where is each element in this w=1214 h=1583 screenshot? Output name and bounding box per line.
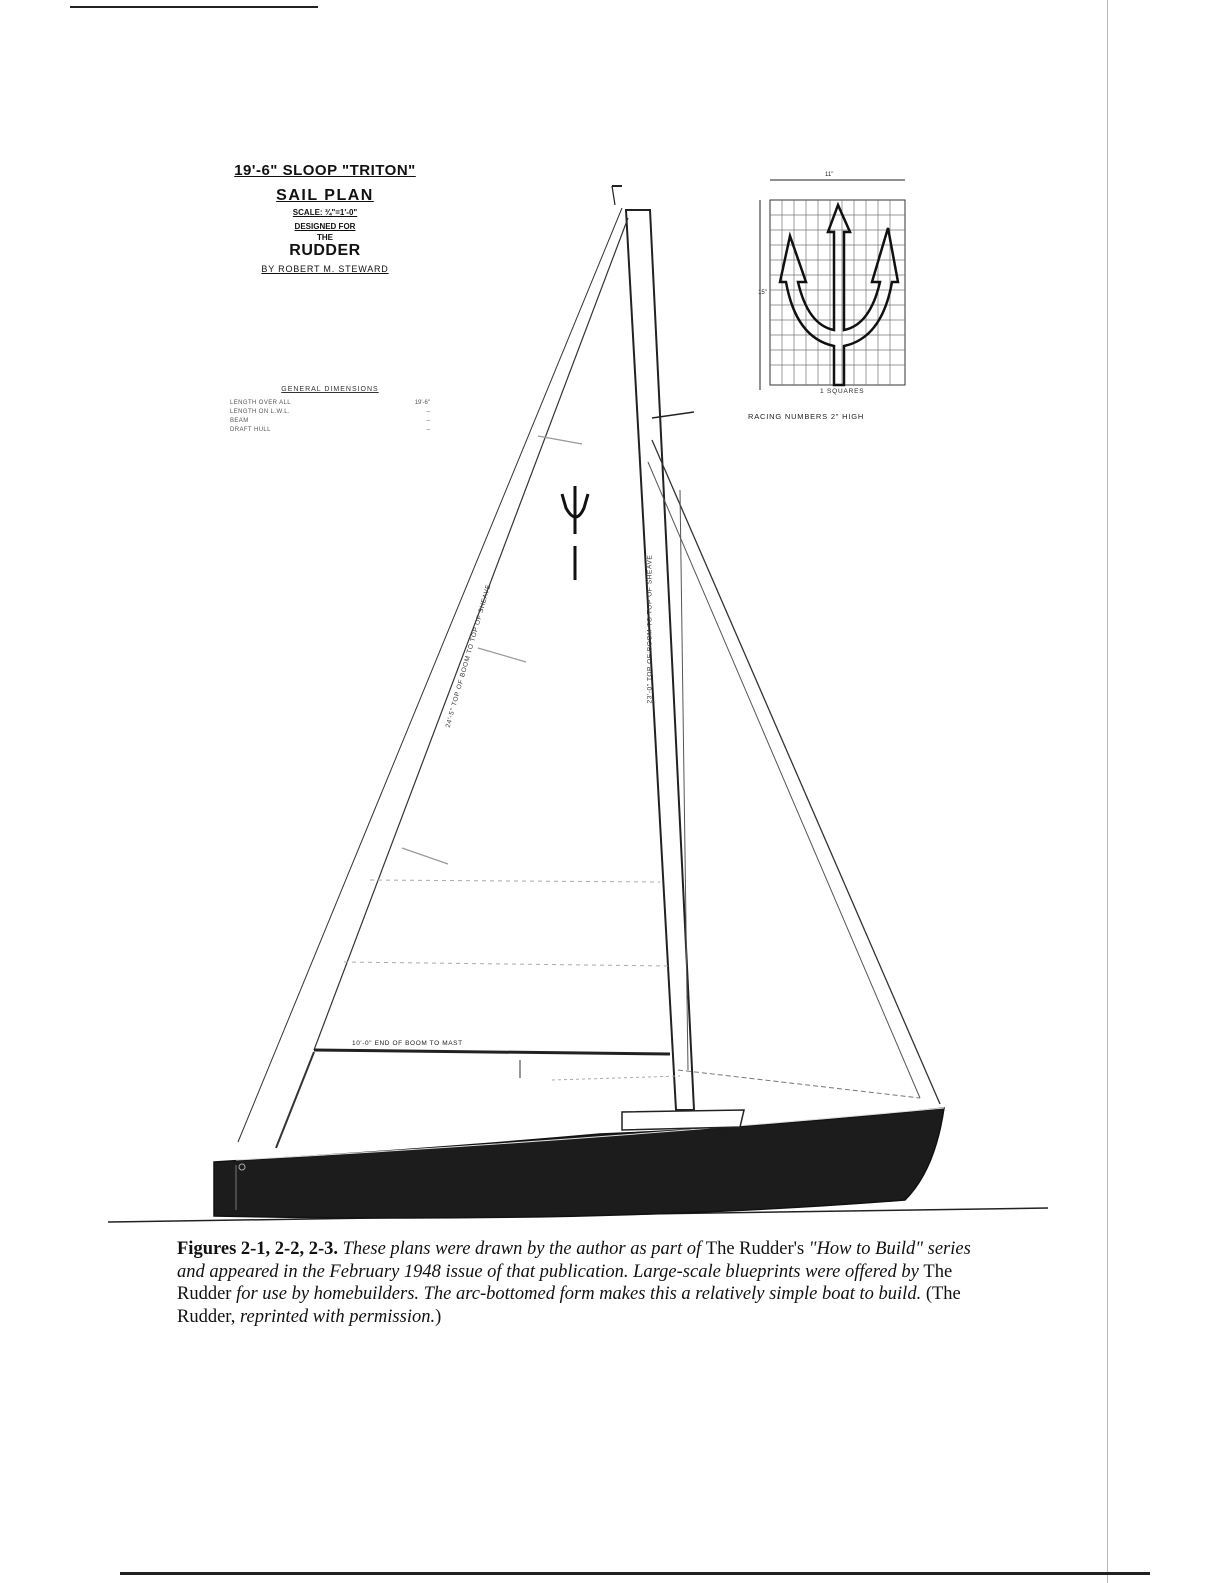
clew-line (552, 1076, 680, 1080)
caption-text-3: for use by homebuilders. The arc-bottomed form makes this a relatively simple boat to build. (231, 1284, 926, 1304)
forestay (652, 440, 940, 1104)
dims-row (230, 417, 430, 426)
drawing-title: 19'-6" SLOOP "TRITON" (234, 162, 416, 179)
grid-width-dimension: 11" (825, 172, 834, 178)
grid-border (770, 200, 905, 385)
dims-row (230, 399, 430, 408)
batten-2 (478, 648, 526, 662)
batten-3 (402, 848, 448, 864)
caption-credit: (The Rudder, (177, 1284, 961, 1327)
figure-caption (177, 1238, 977, 1328)
plan-name: SAIL PLAN (276, 187, 374, 205)
designed-for: DESIGNED FOR (294, 221, 356, 231)
caption-publication-1: The Rudder's (705, 1239, 805, 1259)
hull (214, 1108, 944, 1218)
boom (314, 1050, 670, 1054)
dims-row (230, 408, 430, 417)
mast (626, 210, 694, 1110)
boom-vang (276, 1052, 314, 1148)
trident-pattern-icon (780, 205, 898, 385)
racing-numbers-label: RACING NUMBERS 2" HIGH (748, 412, 865, 421)
dims-label: LENGTH ON L.W.L. (230, 409, 291, 415)
grid-squares-label: 1 SQUARES (820, 388, 865, 395)
caption-text-2: "How to Build" series and appeared in the February 1948 issue of that publication. Large-scale blueprints were offered by (177, 1239, 971, 1282)
dims-row (230, 426, 430, 435)
general-dimensions (230, 386, 430, 435)
publication-name: RUDDER (289, 242, 361, 260)
plan-scale: SCALE: ¾"=1'-0" (292, 207, 358, 217)
dims-label: BEAM (230, 418, 249, 424)
reef-line-1 (370, 880, 660, 882)
cabin-trunk (622, 1110, 744, 1130)
masthead-fly-stem (612, 186, 615, 205)
caption-publication-2: The Rudder (177, 1261, 953, 1304)
caption-permission: reprinted with permission. (235, 1306, 436, 1327)
dims-label: LENGTH OVER ALL (230, 400, 292, 406)
grid-lines (770, 200, 905, 385)
title-block (200, 162, 450, 274)
caption-text-1: These plans were drawn by the author as part of (338, 1239, 706, 1259)
dims-heading: GENERAL DIMENSIONS (281, 386, 379, 393)
caption-figure-ref: Figures 2-1, 2-2, 2-3. (177, 1239, 338, 1259)
boom-dimension-label: 10'-0" END OF BOOM TO MAST (352, 1040, 463, 1047)
racing-number-grid (760, 180, 905, 390)
dims-label: DRAFT HULL (230, 427, 271, 433)
backstay (238, 208, 622, 1142)
dims-value: – (426, 427, 430, 433)
dims-value: – (426, 418, 430, 424)
publication-article: THE (317, 233, 333, 243)
jib-foot (678, 1070, 920, 1098)
caption-close: ) (435, 1306, 442, 1327)
leech-dimension-label: 24'-5" TOP OF BOOM TO TOP OF SHEAVE (444, 583, 493, 729)
luff-dimension-label: 23'-0" TOP OF BOOM TO TOP OF SHEAVE (646, 554, 654, 704)
grid-height-dimension: 15" (758, 290, 767, 296)
dims-value: 19'-6" (414, 400, 430, 406)
reef-line-2 (344, 962, 670, 966)
dims-value: – (426, 409, 430, 415)
designer-credit: BY ROBERT M. STEWARD (261, 263, 389, 274)
